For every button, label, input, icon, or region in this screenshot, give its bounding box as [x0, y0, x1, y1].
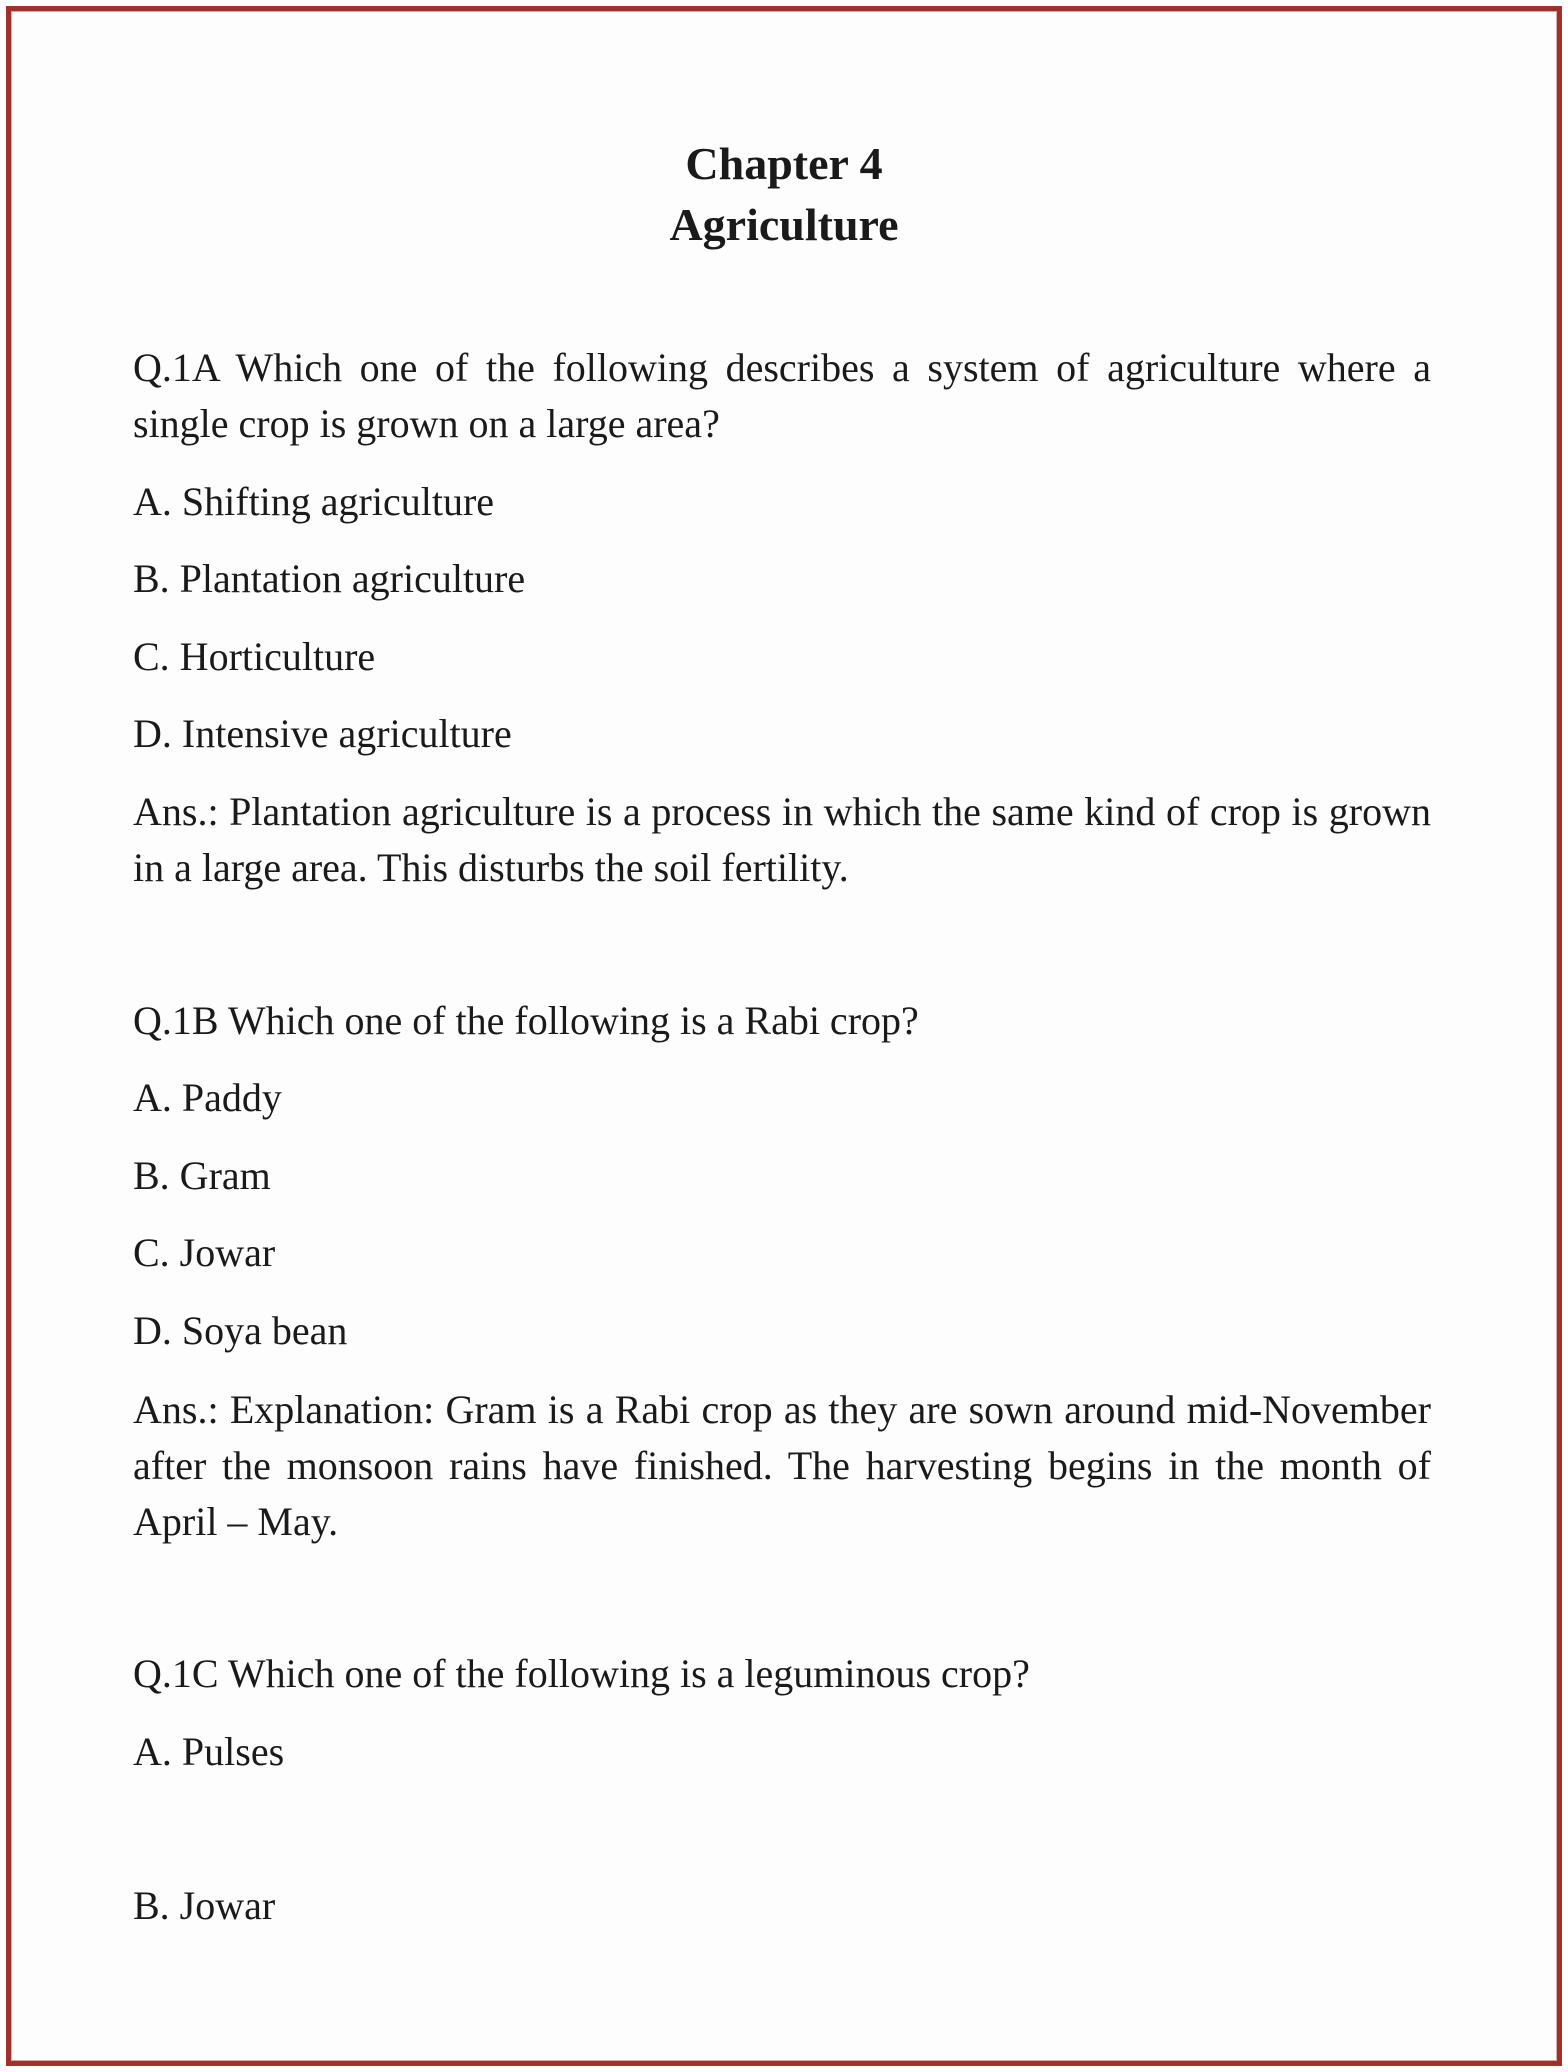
option-a: A. Shifting agriculture	[133, 479, 495, 524]
answer-text: Ans.: Explanation: Gram is a Rabi crop as they are sown around mid-November after the monsoon rains have finished. The harvesting begins in the month of April – May.	[133, 1387, 1431, 1544]
option-b: B. Gram	[133, 1153, 271, 1198]
option-c: C. Horticulture	[133, 634, 376, 679]
option-b: B. Plantation agriculture	[133, 556, 526, 601]
option-d: D. Soya bean	[133, 1308, 348, 1353]
question-text: Q.1C Which one of the following is a leguminous crop?	[133, 1651, 1030, 1696]
option-c: C. Jowar	[133, 1230, 276, 1275]
question-text: Q.1B Which one of the following is a Rabi crop?	[133, 998, 919, 1043]
chapter-title: Agriculture	[669, 199, 899, 250]
question-block-1b	[133, 993, 1431, 1544]
option-d: D. Intensive agriculture	[133, 711, 512, 756]
option-b: B. Jowar	[133, 1883, 276, 1928]
chapter-number: Chapter 4	[685, 138, 883, 189]
question-block-1a	[133, 340, 1431, 890]
answer-text: Ans.: Plantation agriculture is a process in which the same kind of crop is grown in a large area. This disturbs the soil fertility.	[133, 789, 1431, 890]
question-text: Q.1A Which one of the following describes a system of agriculture where a single crop is grown on a large area?	[133, 345, 1431, 446]
option-a: A. Paddy	[133, 1075, 282, 1120]
question-block-1c	[133, 1646, 1431, 1928]
option-a: A. Pulses	[133, 1729, 285, 1774]
